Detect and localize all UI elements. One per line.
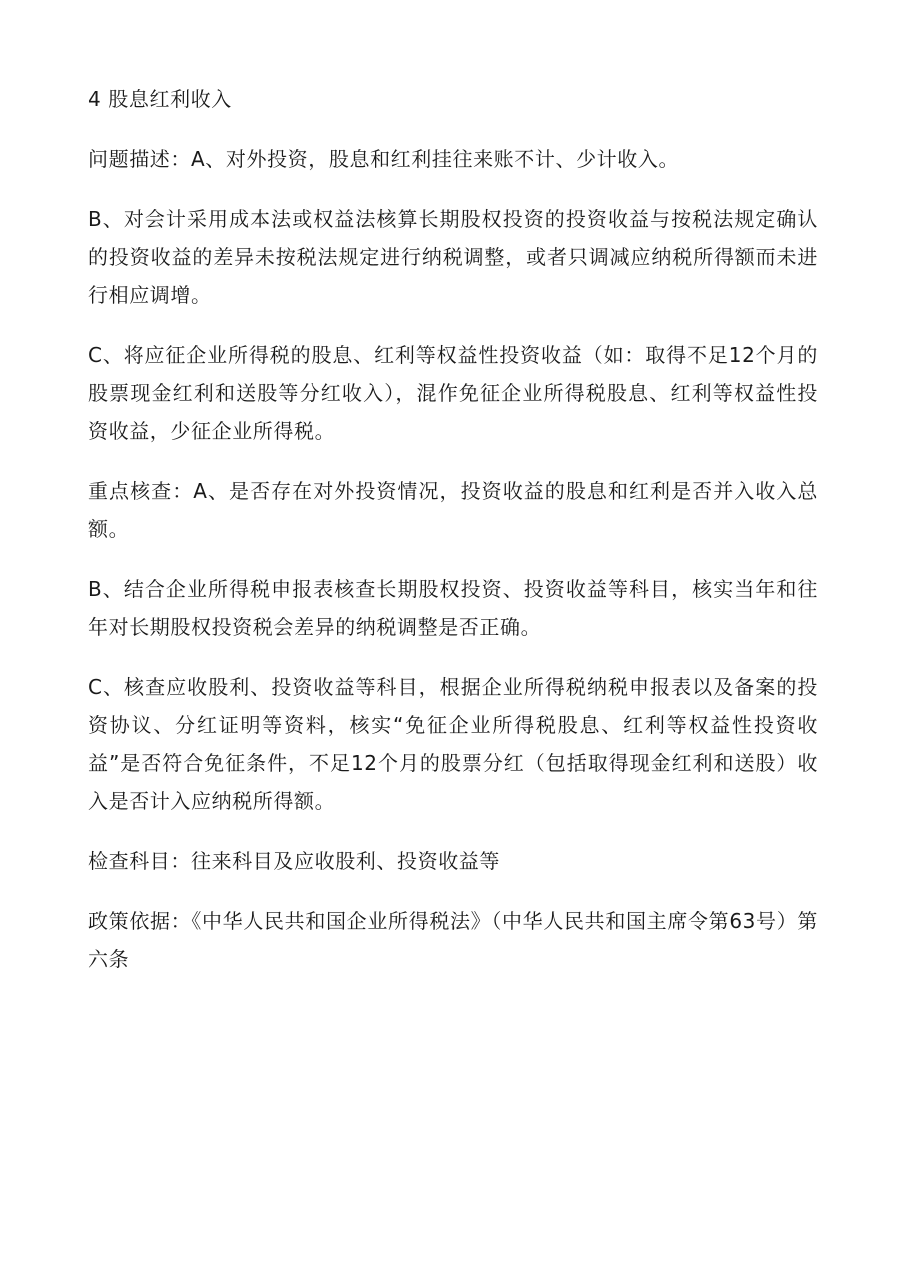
policy-basis: 政策依据：《中华人民共和国企业所得税法》（中华人民共和国主席令第63号）第六条	[88, 909, 818, 971]
key-check-a: 重点核查：A、是否存在对外投资情况，投资收益的股息和红利是否并入收入总额。	[88, 479, 818, 541]
key-check-c: C、核查应收股利、投资收益等科目，根据企业所得税纳税申报表以及备案的投资协议、分红证明等资料，核实“免征企业所得税股息、红利等权益性投资收益”是否符合免征条件，不足12个月的股票分红（包括取得现金红利和送股）收入是否计入应纳税所得额。	[88, 675, 818, 813]
problem-description-c: C、将应征企业所得税的股息、红利等权益性投资收益（如：取得不足12个月的股票现金红利和送股等分红收入），混作免征企业所得税股息、红利等权益性投资收益，少征企业所得税。	[88, 343, 818, 443]
problem-description-a: 问题描述：A、对外投资，股息和红利挂往来账不计、少计收入。	[88, 147, 680, 171]
document-body	[88, 80, 818, 1000]
check-accounts: 检查科目：往来科目及应收股利、投资收益等	[88, 849, 500, 873]
problem-description-b: B、对会计采用成本法或权益法核算长期股权投资的投资收益与按税法规定确认的投资收益的差异未按税法规定进行纳税调整，或者只调减应纳税所得额而未进行相应调增。	[88, 207, 818, 307]
key-check-b: B、结合企业所得税申报表核查长期股权投资、投资收益等科目，核实当年和往年对长期股权投资税会差异的纳税调整是否正确。	[88, 577, 818, 639]
section-heading: 4 股息红利收入	[88, 87, 232, 111]
